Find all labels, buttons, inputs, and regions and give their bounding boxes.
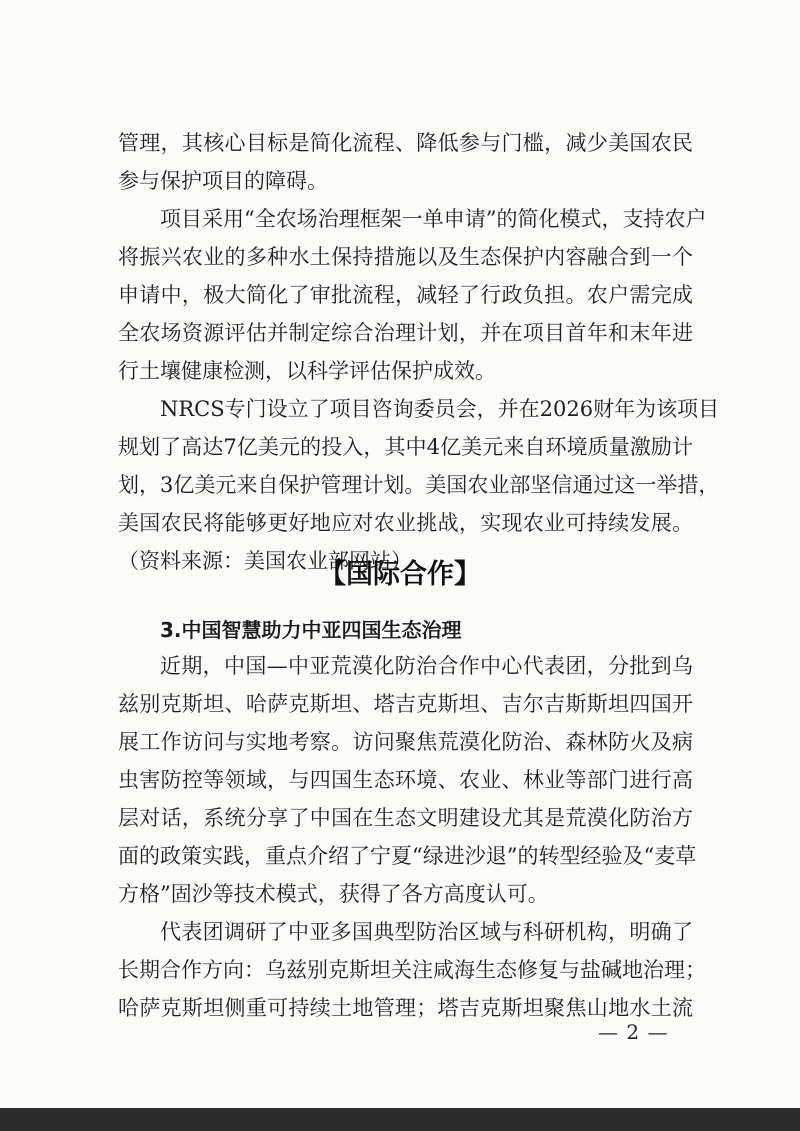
section-heading: 【国际合作】: [319, 559, 481, 590]
paragraph-5-line-1: 代表团调研了中亚多国典型防治区域与科研机构，明确了: [160, 920, 693, 944]
paragraph-5-line-3: 哈萨克斯坦侧重可持续土地管理；塔吉克斯坦聚焦山地水土流: [118, 996, 693, 1020]
paragraph-4-line-7: 方格”固沙等技术模式，获得了各方高度认可。: [118, 882, 549, 906]
paragraph-1-line-2: 参与保护项目的障碍。: [118, 169, 328, 193]
paragraph-3-line-1: NRCS专门设立了项目咨询委员会，并在2026财年为该项目: [160, 397, 720, 421]
paragraph-2-line-4: 全农场资源评估并制定综合治理计划，并在项目首年和末年进: [118, 321, 693, 345]
paragraph-5-line-2: 长期合作方向：乌兹别克斯坦关注咸海生态修复与盐碱地治理；: [118, 958, 706, 982]
paragraph-4-line-2: 兹别克斯坦、哈萨克斯坦、塔吉克斯坦、吉尔吉斯斯坦四国开: [118, 692, 693, 716]
paragraph-1-line-1: 管理，其核心目标是简化流程、降低参与门槛，减少美国农民: [118, 131, 693, 155]
paragraph-2-line-3: 申请中，极大简化了审批流程，减轻了行政负担。农户需完成: [118, 283, 693, 307]
paragraph-4-line-4: 虫害防控等领域，与四国生态环境、农业、林业等部门进行高: [118, 768, 693, 792]
paragraph-4-line-1: 近期，中国—中亚荒漠化防治合作中心代表团，分批到乌: [160, 654, 693, 678]
paragraph-3-line-2: 规划了高达7亿美元的投入，其中4亿美元来自环境质量激励计: [118, 435, 693, 459]
page-number: — 2 —: [598, 1020, 669, 1044]
source-note: （资料来源：美国农业部网站）: [118, 549, 412, 573]
paragraph-4-line-3: 展工作访问与实地考察。访问聚焦荒漠化防治、森林防火及病: [118, 730, 693, 754]
paragraph-4-line-6: 面的政策实践，重点介绍了宁夏“绿进沙退”的转型经验及“麦草: [118, 844, 697, 868]
paragraph-3-line-3: 划，3亿美元来自保护管理计划。美国农业部坚信通过这一举措，: [118, 473, 720, 497]
paragraph-2-line-1: 项目采用“全农场治理框架一单申请”的简化模式，支持农户: [160, 207, 707, 231]
paragraph-2-line-2: 将振兴农业的多种水土保持措施以及生态保护内容融合到一个: [118, 245, 693, 269]
paragraph-3-line-4: 美国农民将能够更好地应对农业挑战，实现农业可持续发展。: [118, 511, 693, 535]
article-title: 3.中国智慧助力中亚四国生态治理: [160, 618, 462, 642]
paragraph-2-line-5: 行土壤健康检测，以科学评估保护成效。: [118, 359, 496, 383]
paragraph-4-line-5: 层对话，系统分享了中国在生态文明建设尤其是荒漠化防治方: [118, 806, 693, 830]
scanner-edge: [0, 1108, 800, 1131]
